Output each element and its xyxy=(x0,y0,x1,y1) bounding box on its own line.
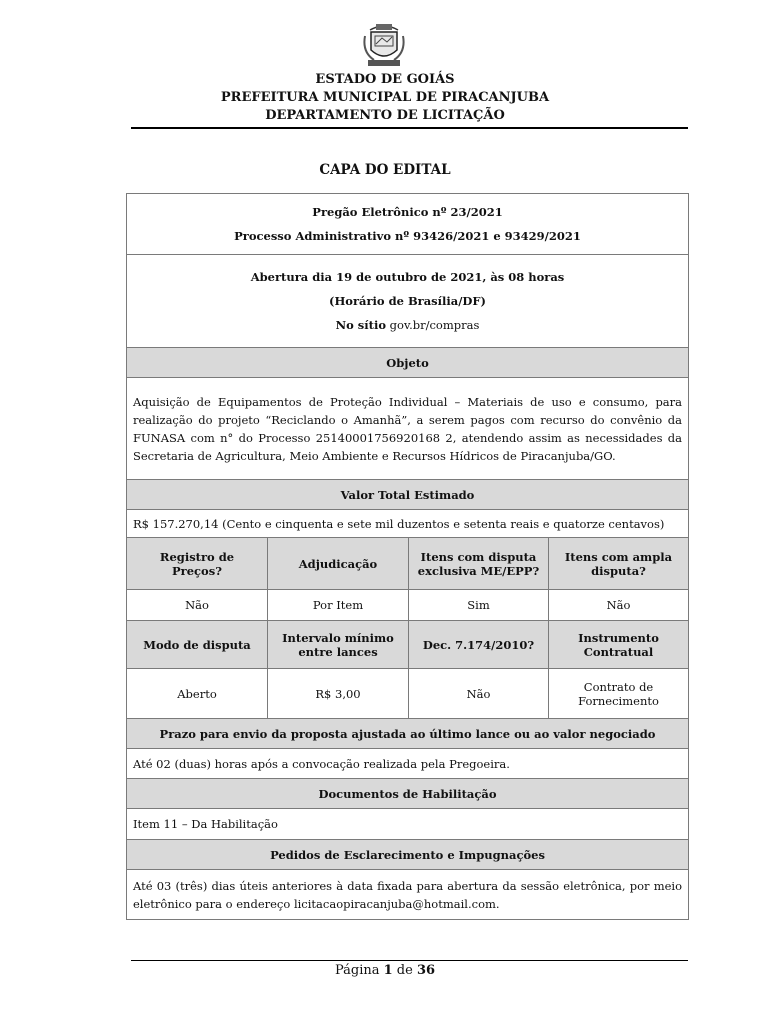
prazo-heading: Prazo para envio da proposta ajustada ao último lance ou ao valor negociado xyxy=(127,719,689,749)
pedidos-text: Até 03 (três) dias úteis anteriores à data fixada para abertura da sessão eletrônica, por meio eletrônico para o endereço licitacaopiracanjuba@hotmail.com. xyxy=(127,870,689,920)
footer-middle: de xyxy=(392,963,417,978)
grid1-header: Adjudicação xyxy=(268,538,409,590)
abertura-cell xyxy=(127,255,689,348)
documentos-text: Item 11 – Da Habilitação xyxy=(127,809,689,840)
total-pages: 36 xyxy=(416,963,436,978)
grid2-header: Instrumento Contratual xyxy=(549,621,689,669)
header-state: ESTADO DE GOIÁS xyxy=(315,72,455,87)
grid1-value: Por Item xyxy=(268,590,409,621)
sitio-link[interactable]: gov.br/compras xyxy=(386,318,480,332)
footer-prefix: Página xyxy=(334,963,384,978)
grid2-header: Intervalo mínimo entre lances xyxy=(268,621,409,669)
abertura-date: Abertura dia 19 de outubro de 2021, às 08 horas xyxy=(250,270,565,284)
processo-numbers: Processo Administrativo nº 93426/2021 e 93429/2021 xyxy=(234,229,581,243)
page-footer xyxy=(0,963,770,978)
grid1-value: Não xyxy=(549,590,689,621)
edital-table xyxy=(126,193,689,920)
documentos-heading: Documentos de Habilitação xyxy=(127,779,689,809)
document-header xyxy=(0,71,770,125)
sitio-label: No sítio xyxy=(335,318,387,332)
grid2-value: Aberto xyxy=(127,669,268,719)
grid2-header: Modo de disputa xyxy=(127,621,268,669)
header-department: DEPARTAMENTO DE LICITAÇÃO xyxy=(265,108,505,123)
grid1-header: Itens com ampla disputa? xyxy=(549,538,689,590)
objeto-heading: Objeto xyxy=(127,348,689,378)
grid1-header: Registro de Preços? xyxy=(127,538,268,590)
grid2-value: Não xyxy=(409,669,549,719)
pedidos-heading: Pedidos de Esclarecimento e Impugnações xyxy=(127,840,689,870)
horario: (Horário de Brasília/DF) xyxy=(329,294,486,308)
header-divider xyxy=(131,127,688,129)
grid2-header: Dec. 7.174/2010? xyxy=(409,621,549,669)
grid2-value: R$ 3,00 xyxy=(268,669,409,719)
grid1-value: Não xyxy=(127,590,268,621)
prazo-text: Até 02 (duas) horas após a convocação realizada pela Pregoeira. xyxy=(127,749,689,779)
valor-heading: Valor Total Estimado xyxy=(127,480,689,510)
pregao-processo-cell xyxy=(127,194,689,255)
valor-text: R$ 157.270,14 (Cento e cinquenta e sete mil duzentos e setenta reais e quatorze centavos) xyxy=(127,510,689,538)
footer-divider xyxy=(131,960,688,961)
objeto-text: Aquisição de Equipamentos de Proteção Individual – Materiais de uso e consumo, para realização do projeto “Reciclando o Amanhã”, a serem pagos com recurso do convênio da FUNASA com n° do Processo 25140001756920168 2, atendendo assim as necessidades da Secretaria de Agricultura, Meio Ambiente e Recursos Hídricos de Piracanjuba/GO. xyxy=(127,378,689,480)
current-page: 1 xyxy=(383,963,393,978)
pregao-number: Pregão Eletrônico nº 23/2021 xyxy=(312,205,503,219)
page-title: CAPA DO EDITAL xyxy=(319,162,451,178)
header-prefecture: PREFEITURA MUNICIPAL DE PIRACANJUBA xyxy=(220,90,550,105)
grid1-value: Sim xyxy=(409,590,549,621)
grid2-value: Contrato de Fornecimento xyxy=(549,669,689,719)
coat-of-arms-icon xyxy=(362,22,406,68)
grid1-header: Itens com disputa exclusiva ME/EPP? xyxy=(409,538,549,590)
